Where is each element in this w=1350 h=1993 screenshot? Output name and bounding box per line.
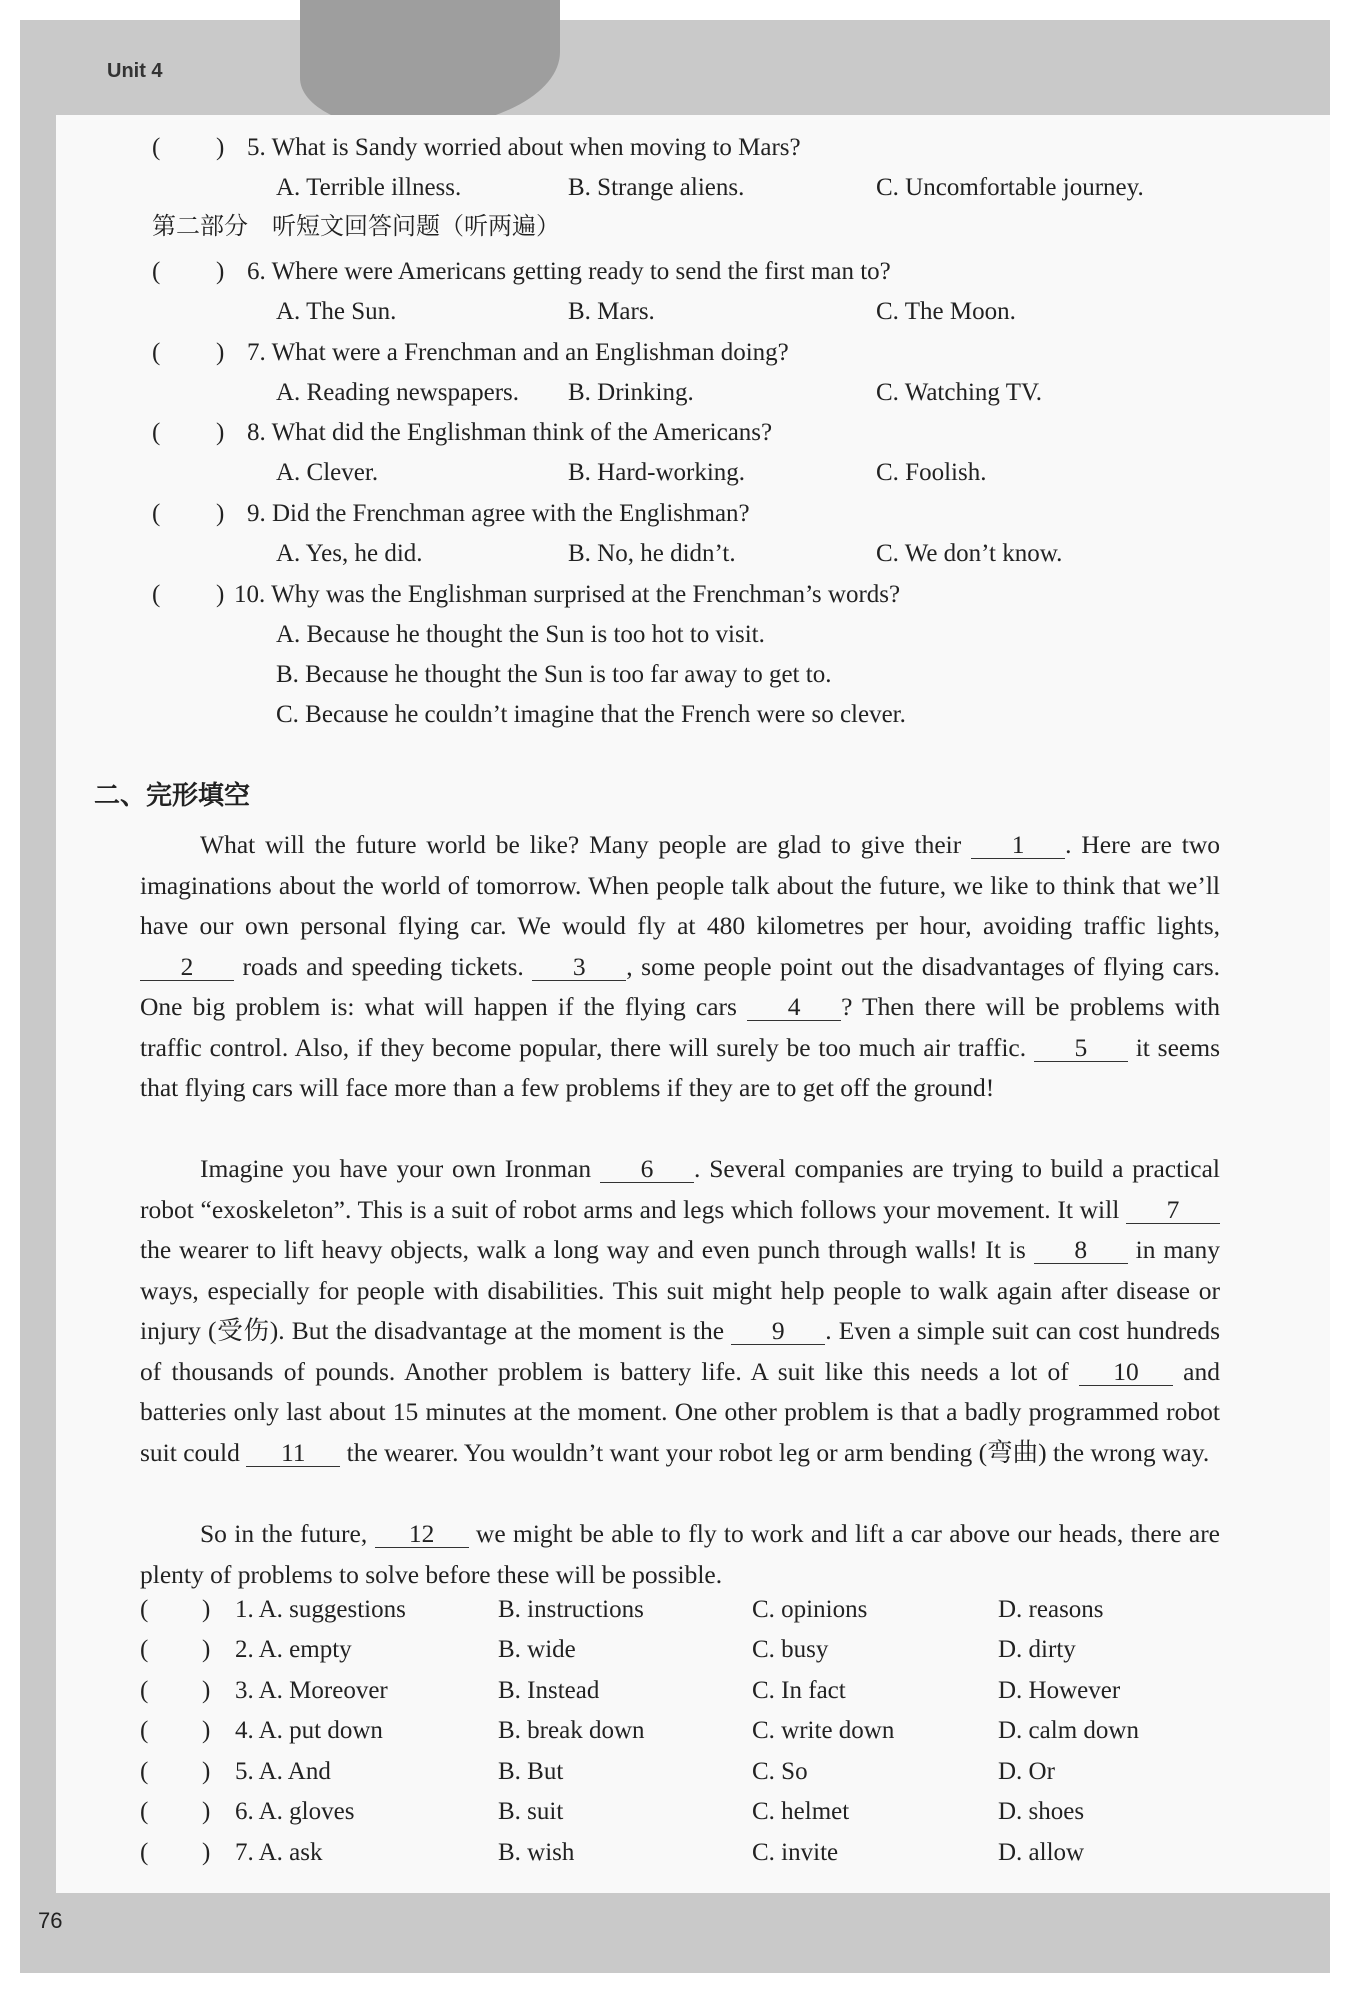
blank-9: 9: [731, 1318, 825, 1345]
blank-11: 11: [246, 1440, 340, 1467]
blank-7: 7: [1126, 1197, 1220, 1224]
blank-1: 1: [971, 832, 1065, 859]
blank-2: 2: [140, 954, 234, 981]
section-title: 二、完形填空: [94, 781, 251, 811]
question-10-option-b: B. Because he thought the Sun is too far away to get to.: [276, 661, 832, 688]
blank-10: 10: [1079, 1359, 1173, 1386]
option-c: C. Uncomfortable journey.: [876, 174, 1144, 201]
blank-3: 3: [532, 954, 626, 981]
option-a: A. Terrible illness.: [276, 174, 462, 201]
blank-6: 6: [600, 1156, 694, 1183]
blank-4: 4: [747, 994, 841, 1021]
blank-5: 5: [1034, 1035, 1128, 1062]
page-number: 76: [38, 1908, 63, 1933]
option-b: B. Strange aliens.: [568, 174, 745, 201]
cloze-paragraph-2: Imagine you have your own Ironman 6 . Several companies are trying to build a practical robot “exoskeleton”. This is a suit of robot arms and legs which follows your movement. It will 7 the wearer to lift heavy objects, walk a long way and even punch through walls! It is 8 in many ways, especially for people with disabilities. This suit might help people to walk again after disease or injury (受伤). But the disadvantage at the moment is the 9 . Even a simple suit can cost hundreds of thousands of pounds. Another problem is battery life. A suit like this needs a lot of 10 and batteries only last about 15 minutes at the moment. One other problem is that a badly programmed robot suit could 11 the wearer. You wouldn’t want your robot leg or arm bending (弯曲) the wrong way.: [140, 1154, 1221, 1467]
blank-12: 12: [375, 1521, 469, 1548]
cloze-paragraph-1: What will the future world be like? Many people are glad to give their 1 . Here are two imaginations about the world of tomorrow. When people talk about the future, we like to think that we’ll have our own personal flying car. We would fly at 480 kilometres per hour, avoiding traffic lights, 2 roads and speeding tickets. 3 , some people point out the disadvantages of flying cars. One big problem is: what will happen if the flying cars 4 ? Then there will be problems with traffic control. Also, if they become popular, there will surely be too much air traffic. 5 it seems that flying cars will face more than a few problems if they are to get off the ground!: [140, 830, 1220, 1102]
cloze-paragraph-3: So in the future, 12 we might be able to fly to work and lift a car above our heads, there are plenty of problems to solve before these will be possible.: [140, 1519, 1220, 1589]
blank-8: 8: [1034, 1237, 1128, 1264]
question-10-option-c: C. Because he couldn’t imagine that the French were so clever.: [276, 701, 906, 728]
question-10-option-a: A. Because he thought the Sun is too hot to visit.: [276, 621, 765, 648]
unit-label: Unit 4: [107, 60, 163, 82]
part2-heading: 第二部分 听短文回答问题（听两遍）: [152, 212, 560, 240]
